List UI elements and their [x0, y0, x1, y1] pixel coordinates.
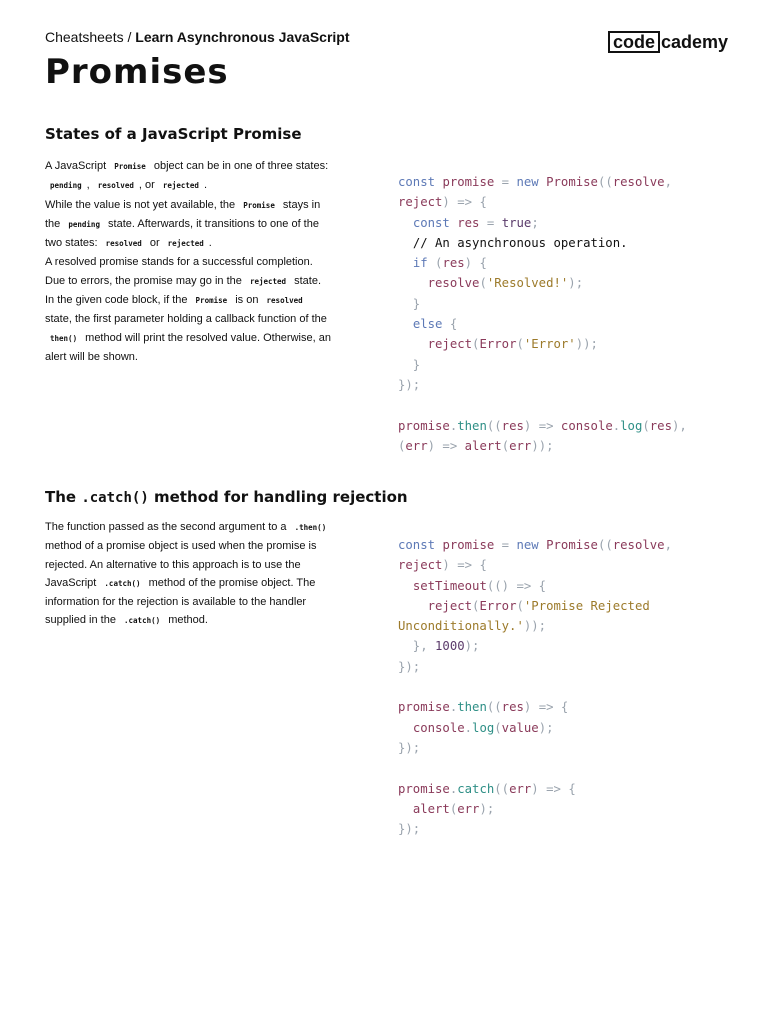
text: ,: [86, 179, 90, 192]
inline-code: pending: [50, 181, 82, 191]
paragraph-4: [45, 291, 335, 366]
breadcrumb: [45, 29, 350, 45]
code-line: setTimeout(() => {: [412, 578, 547, 593]
code-line: // An asynchronous operation.: [412, 235, 628, 250]
code-line: });: [398, 659, 421, 674]
section-description: [45, 157, 335, 366]
text: stays in the: [45, 198, 321, 230]
inline-code: .catch(): [104, 578, 141, 588]
text: state, the first parameter holding a callback function of the: [45, 313, 327, 326]
breadcrumb-current[interactable]: Learn Asynchronous JavaScript: [135, 29, 350, 45]
paragraph-3: [45, 253, 335, 291]
text: state. Afterwards, it transitions to one of the two states:: [45, 217, 319, 250]
text: state.: [294, 274, 322, 287]
text: or: [149, 237, 160, 250]
inline-code: .catch(): [124, 616, 161, 626]
inline-code: pending: [68, 219, 100, 229]
text: is on: [235, 294, 259, 307]
text: A JavaScript: [45, 160, 107, 172]
code-line: resolve('Resolved!');: [427, 276, 584, 291]
text: A resolved promise stands for a successful completion. Due to errors, the promise may go in the: [45, 256, 313, 287]
inline-code: resolved: [97, 181, 134, 191]
section-catch-method: [45, 488, 725, 837]
paragraph-1: [45, 157, 335, 196]
code-line: reject(Error('Promise Rejected: [427, 598, 650, 613]
paragraph-1: [45, 518, 335, 631]
code-line: reject(Error('Error'));: [427, 337, 598, 352]
code-line: console.log(value);: [412, 720, 554, 735]
breadcrumb-parent-link[interactable]: Cheatsheets: [45, 29, 124, 45]
code-line: promise.then((res) => console.log(res),: [398, 418, 687, 433]
text: method.: [168, 614, 208, 627]
code-block: [398, 172, 687, 456]
code-line: promise.then((res) => {: [398, 700, 569, 715]
section-description: [45, 518, 335, 631]
code-line: const res = true;: [412, 215, 539, 230]
code-line: }: [398, 296, 421, 311]
inline-code: resolved: [266, 296, 303, 306]
code-line: alert(err);: [412, 801, 495, 816]
code-line: reject) => {: [398, 195, 487, 210]
text: method of the promise object. The information for the rejection is available to the handler supplied in the: [45, 576, 316, 627]
code-line: const promise = new Promise((resolve,: [398, 538, 672, 552]
text: .: [208, 237, 212, 250]
code-line: });: [398, 822, 421, 837]
logo-boxed-text: code: [608, 31, 660, 53]
inline-code: Promise: [114, 162, 146, 171]
inline-code: rejected: [162, 181, 199, 191]
heading-inline-code: .catch(): [81, 490, 149, 506]
inline-code: .then(): [294, 523, 327, 532]
inline-code: resolved: [105, 239, 142, 249]
code-line: if (res) {: [412, 256, 487, 271]
inline-code: rejected: [167, 239, 204, 249]
breadcrumb-separator: /: [123, 29, 136, 45]
text: , or: [138, 179, 155, 192]
inline-code: rejected: [249, 276, 287, 286]
code-line: const promise = new Promise((resolve,: [398, 175, 672, 189]
code-block: [398, 535, 672, 839]
code-line: });: [398, 740, 421, 755]
code-line: });: [398, 377, 421, 392]
section-promise-states: [45, 125, 725, 453]
code-line: [398, 395, 687, 415]
logo-rest-text: cademy: [661, 32, 729, 52]
codecademy-logo[interactable]: [608, 31, 728, 53]
text: The function passed as the second argument to a: [45, 521, 287, 533]
section-heading: [45, 488, 725, 506]
page-title: Promises: [45, 52, 229, 92]
code-line: else {: [412, 317, 458, 332]
inline-code: then(): [50, 333, 78, 343]
code-line: reject) => {: [398, 558, 487, 573]
code-line: }, 1000);: [398, 639, 480, 654]
inline-code: Promise: [195, 296, 228, 306]
text: object can be in one of three states:: [153, 160, 329, 172]
heading-text: The: [45, 488, 77, 506]
text: method will print the resolved value. Otherwise, an alert will be shown.: [45, 331, 331, 363]
code-line: promise.catch((err) => {: [398, 781, 576, 796]
code-line: [398, 677, 672, 697]
code-line: Unconditionally.'));: [398, 619, 547, 634]
code-line: [398, 758, 672, 778]
text: method of a promise object is used when the promise is rejected. An alternative to this approach is to use the JavaScript: [45, 540, 317, 589]
paragraph-2: [45, 196, 335, 254]
text: .: [203, 179, 208, 192]
heading-text: method for handling rejection: [154, 488, 408, 506]
section-heading: States of a JavaScript Promise: [45, 125, 302, 143]
inline-code: Promise: [243, 200, 275, 210]
code-line: (err) => alert(err));: [398, 438, 554, 453]
text: While the value is not yet available, the: [45, 198, 236, 211]
text: In the given code block, if the: [45, 294, 188, 307]
code-line: }: [398, 357, 421, 372]
